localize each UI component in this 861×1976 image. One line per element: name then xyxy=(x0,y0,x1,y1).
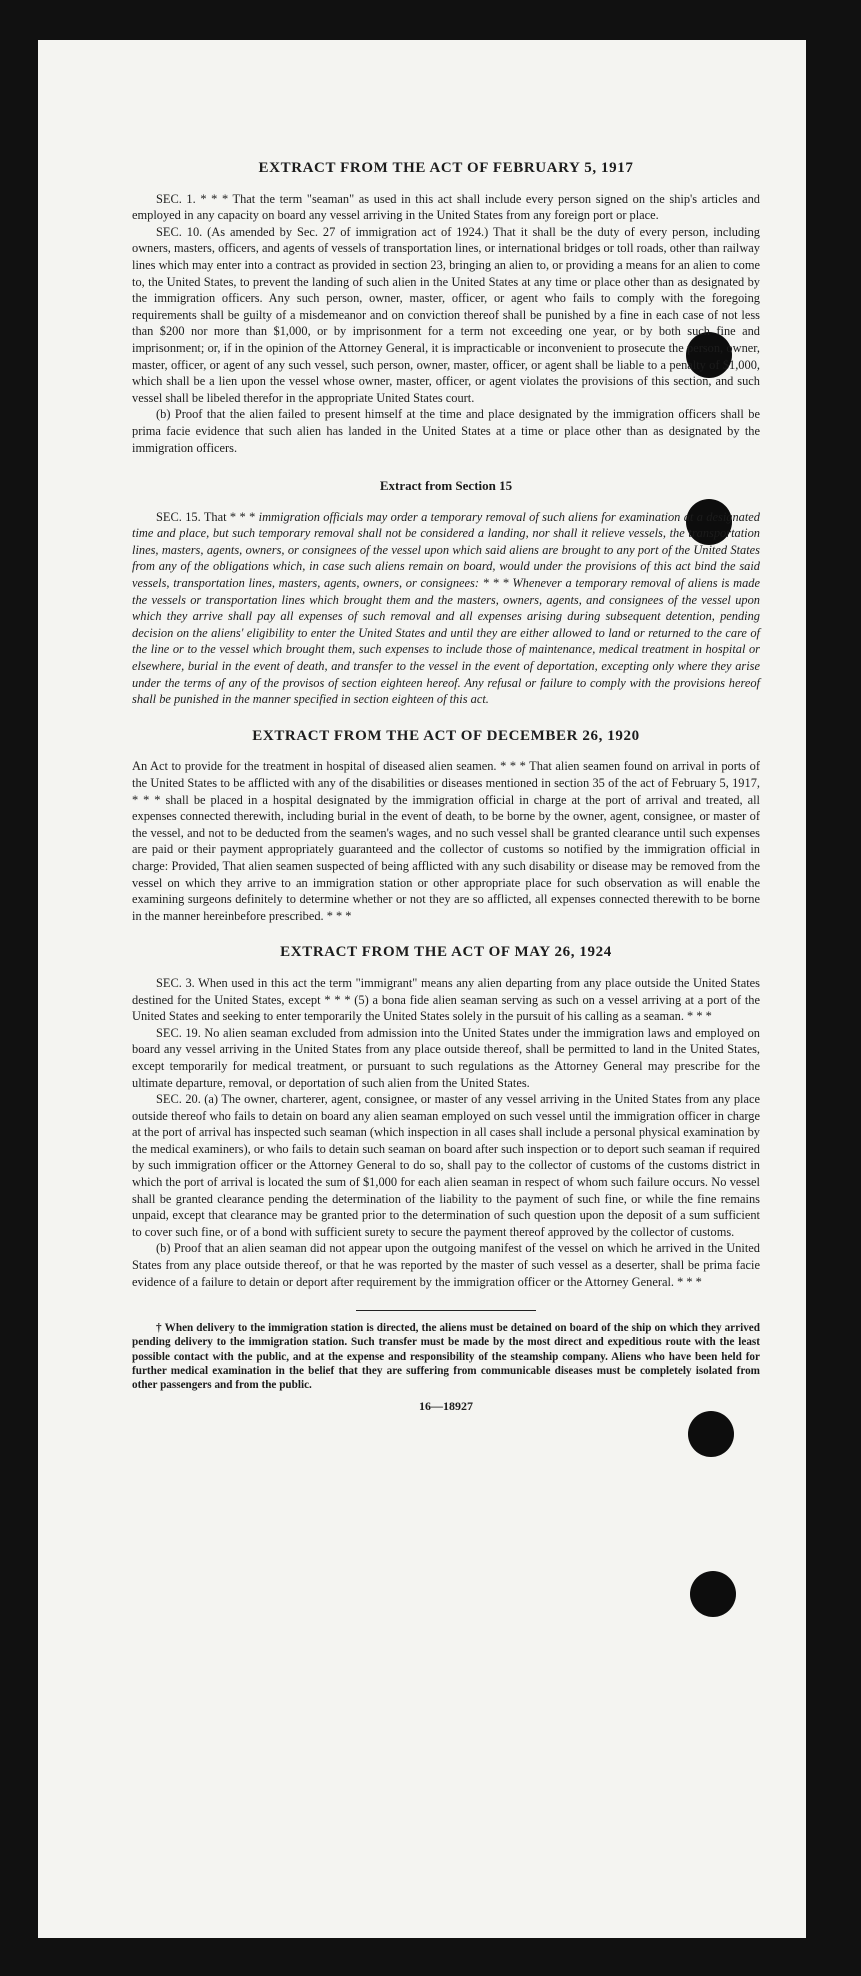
footnote: † When delivery to the immigration station is directed, the aliens must be detained on board of the ship on which they arrived pending delivery to the immigration station. Such transfer must be made by the most direct and expeditious route with the least possible contact with the public, and at the expense and responsibility of the steamship company. Aliens who have been held for further medical examination in the belief that they are suffering from communicable diseases must be completely isolated from other passengers and from the public. xyxy=(132,1322,760,1392)
paragraph-lead: SEC. 15. That * * * xyxy=(156,509,259,524)
document-page xyxy=(38,40,806,1938)
paragraph xyxy=(132,509,760,708)
section-heading: EXTRACT FROM THE ACT OF DECEMBER 26, 1920 xyxy=(252,727,640,744)
paragraph: SEC. 20. (a) The owner, charterer, agent, consignee, or master of any vessel arriving in the United States from any place outside thereof who fails to detain on board any alien seaman employed on such vessel until the immigration officer in charge at the port of arrival has inspected such seaman (which inspection in all cases shall include a personal physical examination by the medical examiners), or who fails to detain such seaman on board after such inspection or to deport such seaman if required by such immigration officer or the Attorney General to do so, shall pay to the collector of customs of the customs district in which the port of arrival is located the sum of $1,000 for each alien seaman in respect of whom such failure occurs. No vessel shall be granted clearance pending the determination of the liability to the payment of such fine, or while the fine remains unpaid, except that clearance may be granted prior to the determination of such question upon the deposit of a sum sufficient to cover such fine, or of a bond with sufficient surety to secure the payment thereof approved by the collector of customs. xyxy=(132,1092,760,1239)
section-heading: EXTRACT FROM THE ACT OF FEBRUARY 5, 1917 xyxy=(258,160,634,176)
punch-hole xyxy=(688,1411,734,1457)
paragraph: SEC. 3. When used in this act the term "immigrant" means any alien departing from any place outside the United States destined for the United States, except * * * (5) a bona fide alien seaman serving as such on a vessel arriving at a port of the United States and seeking to enter temporarily the United States solely in the pursuit of his calling as a seaman. * * * xyxy=(132,975,760,1024)
paragraph: An Act to provide for the treatment in hospital of diseased alien seamen. * * * That alien seamen found on arrival in ports of the United States to be afflicted with any of the disabilities or diseases mentioned in section 35 of the act of February 5, 1917, * * * shall be placed in a hospital designated by the immigration official in charge at the port of arrival and treated, all expenses connected therewith, including burial in the event of death, to be borne by the owner, agent, consignee, or master of the vessel, and not to be deducted from the seamen's wages, and no such vessel shall be granted clearance until such expenses are paid or their payment appropriately guaranteed and the collector of customs so notified by the immigration official in charge: Provided, That alien seamen suspected of being afflicted with any such disability or disease may be removed from the vessel on which they arrive to an immigration station or other appropriate place for such observation as will enable the examining surgeons definitely to determine whether or not they are so afflicted, all expenses connected therewith to be borne in the manner hereinbefore prescribed. * * * xyxy=(132,759,760,923)
italic-extract xyxy=(132,509,760,708)
paragraph: SEC. 1. * * * That the term "seaman" as used in this act shall include every person signed on the ship's articles and employed in any capacity on board any vessel arriving in the United States from any foreign port or place. xyxy=(132,191,760,223)
paragraph: SEC. 10. (As amended by Sec. 27 of immigration act of 1924.) That it shall be the duty of every person, including owners, masters, officers, and agents of vessels of transportation lines, or international bridges or toll roads, other than railway lines which may enter into a contract as provided in section 23, bringing an alien to, or providing a means for an alien to come to, the United States, to prevent the landing of such alien in the United States at any time or place other than as designated by the immigration officers. Any such person, owner, master, officer, or agent who fails to comply with the foregoing requirements shall be guilty of a misdemeanor and on conviction thereof shall be punished by a fine in each case of not less than $200 nor more than $1,000, or by imprisonment for a term not exceeding one year, or by both such fine and imprisonment; or, if in the opinion of the Attorney General, it is impracticable or inconvenient to prosecute the person, owner, master, officer, or agent of any such vessel, such person, owner, master, officer, or agent shall be liable to a penalty of $1,000, which shall be a lien upon the vessel whose owner, master, officer, or agent violates the provisions of this section, and such vessel shall be libeled therefor in the appropriate United States court. xyxy=(132,224,760,405)
paragraph: (b) Proof that an alien seaman did not appear upon the outgoing manifest of the vessel on which he arrived in the United States from any place outside thereof, or that he was reported by the master of such vessel as a deserter, shall be prima facie evidence of a failure to detain or deport after requirement by the immigration officer or the Attorney General. * * * xyxy=(132,1241,760,1289)
section-heading: EXTRACT FROM THE ACT OF MAY 26, 1924 xyxy=(280,944,612,961)
paragraph: SEC. 19. No alien seaman excluded from admission into the United States under the immigration laws and employed on board any vessel arriving in the United States from any place outside thereof, shall be permitted to land in the United States, except temporarily for medical treatment, or pursuant to such regulations as the Attorney General may prescribe for the ultimate departure, removal, or deportation of such alien from the United States. xyxy=(132,1025,760,1090)
document-body xyxy=(132,160,760,1415)
punch-hole xyxy=(690,1571,736,1617)
paragraph: (b) Proof that the alien failed to present himself at the time and place designated by the immigration officers shall be prima facie evidence that such alien has landed in the United States at a time or place other than as designated by the immigration officers. xyxy=(132,407,760,455)
page-number: 16—18927 xyxy=(419,1399,473,1414)
section-subheading: Extract from Section 15 xyxy=(379,478,513,494)
paragraph-italic-text: immigration officials may order a temporary removal of such aliens for examination at a designated time and place, but such temporary removal shall not be considered a landing, nor shall it relieve vessels, the transportation lines, masters, agents, owners, or consignees of the vessel upon which said aliens are brought to any port of the United States from any of the obligations which, in case such aliens remain on board, would under the provisions of this act bind the said vessels, transportation lines, masters, agents, owners, or consignees: * * * Whenever a temporary removal of aliens is made the vessels or transportation lines which brought them and the masters, owners, agents, and consignees of the vessel upon which they arrive shall pay all expenses of such removal and all expenses arising during subsequent detention, pending decision on the aliens' eligibility to enter the United States and until they are either allowed to land or returned to the care of the line or to the vessel which brought them, such expenses to include those of maintenance, medical treatment in hospital or elsewhere, burial in the event of death, and transfer to the vessel in the event of deportation, excepting only where they arise under the terms of any of the provisos of section eighteen hereof. Any refusal or failure to comply with the provisions hereof shall be punished in the manner specified in section eighteen of this act. xyxy=(132,509,760,707)
divider xyxy=(356,1310,536,1311)
